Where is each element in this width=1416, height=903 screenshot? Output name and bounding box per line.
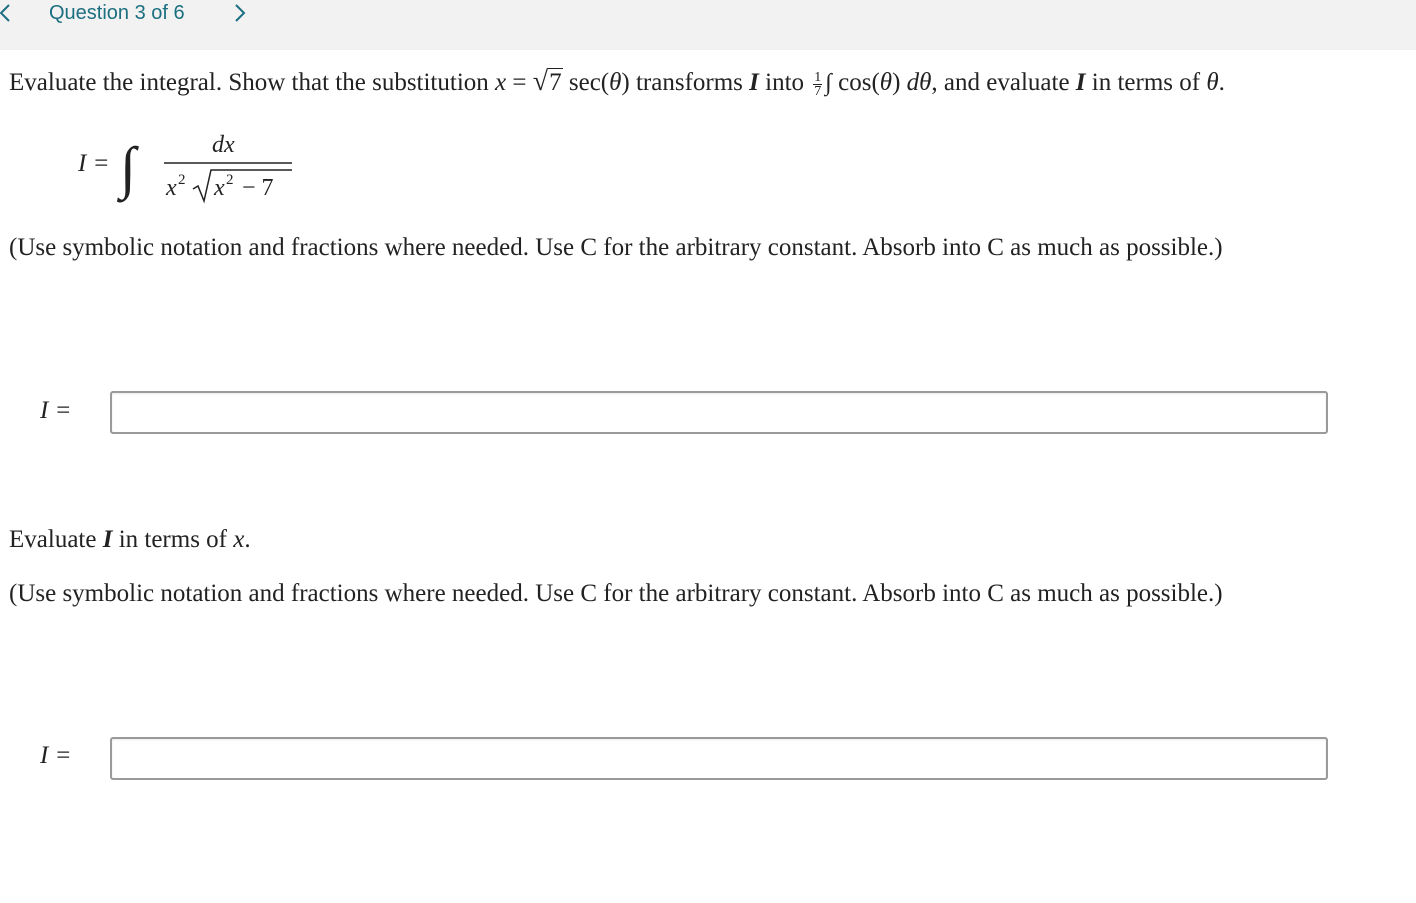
and-evaluate: , and evaluate: [931, 69, 1076, 96]
intro-text: Evaluate the integral. Show that the substitution: [9, 69, 489, 96]
chevron-right-icon[interactable]: [228, 0, 252, 26]
cos-theta: θ: [879, 69, 893, 96]
in-terms-of: in terms of: [1085, 69, 1207, 96]
d-theta: dθ: [906, 69, 932, 96]
cos-func: cos(: [838, 69, 880, 96]
den-x: x: [166, 175, 177, 201]
I-symbol: I: [749, 69, 759, 96]
integrand-numerator: dx: [212, 132, 235, 158]
answer1-label: I =: [40, 397, 72, 424]
sub-equals: =: [506, 69, 533, 96]
sqrt-seven: √7: [532, 66, 562, 97]
question-counter: Question 3 of 6: [49, 2, 185, 24]
rad-exponent: 2: [226, 172, 234, 188]
question-nav-bar: [0, 0, 1416, 50]
answer1-input[interactable]: [110, 391, 1328, 434]
instructions-part1: (Use symbolic notation and fractions where needed. Use C for the arbitrary constant. Absorb into C as much as possible.): [9, 234, 1223, 261]
rad-rest: − 7: [236, 175, 274, 201]
part2-period: .: [244, 526, 251, 553]
part2-mid: in terms of: [112, 526, 234, 553]
into-text: into: [758, 69, 811, 96]
integral-display: [78, 125, 318, 205]
rad-x: x: [214, 175, 225, 201]
part2-prompt: [9, 526, 251, 554]
answer2-input[interactable]: [110, 737, 1328, 780]
theta-final: θ: [1206, 69, 1219, 96]
chevron-left-icon[interactable]: [0, 0, 18, 26]
frac-denominator: 7: [814, 83, 822, 99]
sub-variable: x: [495, 69, 507, 96]
I-symbol-2: I: [1075, 69, 1086, 96]
part2-I-symbol: I: [102, 526, 113, 553]
sec-close: ): [621, 69, 630, 96]
transforms-text: transforms: [629, 69, 750, 96]
period: .: [1218, 69, 1225, 96]
radicand: 7: [549, 69, 562, 96]
den-exponent: 2: [178, 172, 186, 188]
frac-numerator: 1: [814, 69, 822, 85]
part2-prefix: Evaluate: [9, 526, 103, 553]
cos-close: ): [892, 69, 901, 96]
sec-theta: θ: [609, 69, 622, 96]
part2-var: x: [233, 526, 245, 553]
problem-statement: [9, 66, 1225, 98]
integral-lhs: I =: [78, 150, 110, 177]
sec-func: sec(: [568, 69, 610, 96]
instructions-part2: (Use symbolic notation and fractions where needed. Use C for the arbitrary constant. Absorb into C as much as possible.): [9, 580, 1223, 607]
integral-sign: ∫: [120, 135, 136, 200]
answer2-label: I =: [40, 742, 72, 769]
inline-integral-sign: ∫: [825, 70, 832, 96]
one-seventh-fraction: [813, 71, 822, 98]
